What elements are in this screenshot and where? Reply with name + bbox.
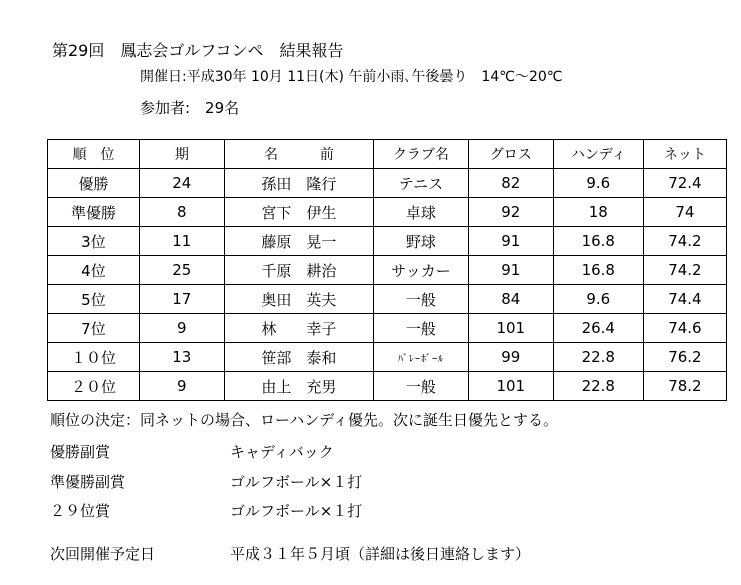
column-header-rank: 順 位: [48, 140, 140, 169]
cell-name: 宮下 伊生: [224, 198, 373, 227]
cell-name: 由上 充男: [224, 372, 373, 401]
cell-name: 孫田 隆行: [224, 169, 373, 198]
cell-rank: １０位: [48, 343, 140, 372]
cell-name: 奥田 英夫: [224, 285, 373, 314]
cell-gross: 91: [468, 227, 553, 256]
prize-value-29th: ゴルフボール×１打: [230, 502, 363, 520]
table-row: [48, 285, 727, 314]
prize-label-winner: 優勝副賞: [50, 443, 111, 461]
table-row: [48, 372, 727, 401]
cell-net: 78.2: [643, 372, 726, 401]
cell-handicap: 18: [553, 198, 643, 227]
cell-rank: 準優勝: [48, 198, 140, 227]
prize-label-29th: ２９位賞: [50, 502, 111, 520]
cell-handicap: 16.8: [553, 227, 643, 256]
results-table: [47, 139, 727, 401]
cell-name: 千原 耕治: [224, 256, 373, 285]
cell-net: 74.2: [643, 227, 726, 256]
cell-handicap: 22.8: [553, 343, 643, 372]
cell-handicap: 16.8: [553, 256, 643, 285]
column-header-name: 名 前: [224, 140, 373, 169]
cell-rank: 5位: [48, 285, 140, 314]
table-row: [48, 198, 727, 227]
table-row: [48, 169, 727, 198]
cell-gross: 91: [468, 256, 553, 285]
table-row: [48, 314, 727, 343]
cell-rank: 7位: [48, 314, 140, 343]
cell-gross: 101: [468, 372, 553, 401]
cell-net: 72.4: [643, 169, 726, 198]
prize-value-runner-up: ゴルフボール×１打: [230, 473, 363, 491]
cell-name: 藤原 晃一: [224, 227, 373, 256]
cell-term: 13: [139, 343, 224, 372]
cell-net: 74.6: [643, 314, 726, 343]
cell-rank: ２０位: [48, 372, 140, 401]
column-header-net: ネット: [643, 140, 726, 169]
cell-handicap: 9.6: [553, 169, 643, 198]
cell-club: 一般: [374, 285, 469, 314]
cell-rank: 3位: [48, 227, 140, 256]
cell-gross: 82: [468, 169, 553, 198]
report-title: 第29回 鳳志会ゴルフコンペ 結果報告: [52, 41, 344, 60]
cell-club: 野球: [374, 227, 469, 256]
cell-name: 笹部 泰和: [224, 343, 373, 372]
cell-club: 一般: [374, 372, 469, 401]
cell-handicap: 22.8: [553, 372, 643, 401]
cell-rank: 4位: [48, 256, 140, 285]
table-row: [48, 343, 727, 372]
participant-count: 参加者: 29名: [140, 99, 240, 117]
cell-gross: 92: [468, 198, 553, 227]
table-row: [48, 256, 727, 285]
prize-value-winner: キャディバック: [230, 443, 334, 461]
cell-net: 74.4: [643, 285, 726, 314]
cell-term: 11: [139, 227, 224, 256]
next-event-value: 平成３１年５月頃（詳細は後日連絡します）: [230, 545, 531, 563]
cell-handicap: 26.4: [553, 314, 643, 343]
cell-term: 17: [139, 285, 224, 314]
cell-club: テニス: [374, 169, 469, 198]
cell-net: 74.2: [643, 256, 726, 285]
cell-term: 24: [139, 169, 224, 198]
column-header-term: 期: [139, 140, 224, 169]
cell-term: 25: [139, 256, 224, 285]
cell-name: 林 幸子: [224, 314, 373, 343]
cell-rank: 優勝: [48, 169, 140, 198]
cell-club: ﾊﾞﾚｰﾎﾞｰﾙ: [374, 343, 469, 372]
cell-gross: 101: [468, 314, 553, 343]
cell-club: 卓球: [374, 198, 469, 227]
prize-label-runner-up: 準優勝副賞: [50, 473, 126, 491]
cell-term: 9: [139, 314, 224, 343]
ranking-rule-note: 順位の決定：同ネットの場合、ローハンディ優先。次に誕生日優先とする。: [50, 411, 559, 429]
cell-gross: 99: [468, 343, 553, 372]
cell-net: 74: [643, 198, 726, 227]
column-header-gross: グロス: [468, 140, 553, 169]
column-header-club: クラブ名: [374, 140, 469, 169]
table-row: [48, 227, 727, 256]
cell-gross: 84: [468, 285, 553, 314]
next-event-label: 次回開催予定日: [50, 545, 156, 563]
cell-net: 76.2: [643, 343, 726, 372]
table-header-row: [48, 140, 727, 169]
cell-term: 8: [139, 198, 224, 227]
event-date-weather: 開催日:平成30年 10月 11日(木) 午前小雨､午後曇り 14℃～20℃: [140, 69, 563, 85]
cell-club: サッカー: [374, 256, 469, 285]
column-header-handicap: ハンディ: [553, 140, 643, 169]
cell-club: 一般: [374, 314, 469, 343]
cell-term: 9: [139, 372, 224, 401]
cell-handicap: 9.6: [553, 285, 643, 314]
